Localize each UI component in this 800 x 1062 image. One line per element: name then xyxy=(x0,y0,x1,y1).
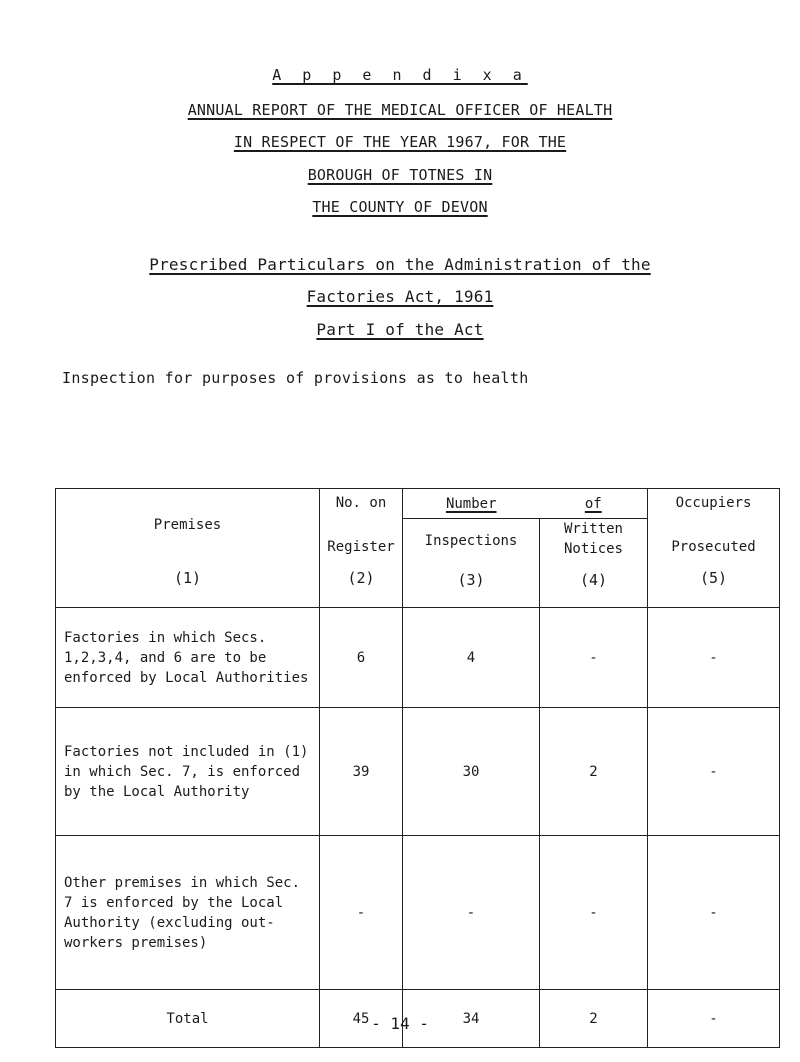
notices-column-number: (4) xyxy=(579,571,608,589)
premises-cell: Factories not included in (1) in which Sec. 7, is enforced by the Local Authority xyxy=(64,743,309,800)
inspections-cell: 30 xyxy=(403,708,540,836)
register-header-top: No. on xyxy=(335,495,387,511)
inspection-table xyxy=(55,488,780,1048)
inspections-cell: 4 xyxy=(403,608,540,708)
register-header-bottom: Register xyxy=(327,539,395,555)
report-title-line-3: BOROUGH OF TOTNES IN xyxy=(307,166,493,184)
inspections-cell: - xyxy=(403,836,540,990)
prescribed-particulars-line-1: Prescribed Particulars on the Administration of the xyxy=(149,255,651,274)
table-header-row-top xyxy=(56,489,780,519)
occupiers-column-number: (5) xyxy=(699,569,728,587)
notices-cell: - xyxy=(540,608,648,708)
inspections-header xyxy=(403,519,540,608)
register-cell: 39 xyxy=(320,708,403,836)
section-intro: Inspection for purposes of provisions as to health xyxy=(62,369,529,387)
prescribed-particulars-line-2: Factories Act, 1961 xyxy=(306,287,494,306)
premises-cell: Other premises in which Sec. 7 is enforced by the Local Authority (excluding out-workers premises) xyxy=(64,874,301,951)
register-column-number: (2) xyxy=(347,569,375,587)
total-inspections: 34 xyxy=(403,990,540,1048)
of-header xyxy=(540,489,648,519)
total-prosecuted: - xyxy=(648,990,780,1048)
total-register: 45 xyxy=(320,990,403,1048)
appendix-heading: A p p e n d i x a xyxy=(272,66,528,84)
prosecuted-cell: - xyxy=(648,608,780,708)
register-cell: - xyxy=(320,836,403,990)
inspections-column-number: (3) xyxy=(457,571,485,589)
table-row xyxy=(56,608,780,708)
premises-header xyxy=(56,489,320,608)
total-label: Total xyxy=(56,990,320,1048)
notices-cell: 2 xyxy=(540,708,648,836)
total-notices: 2 xyxy=(540,990,648,1048)
premises-cell: Factories in which Secs. 1,2,3,4, and 6 are to be enforced by Local Authorities xyxy=(64,629,309,686)
notices-header-top: Written xyxy=(563,521,623,537)
premises-column-number: (1) xyxy=(173,569,202,587)
register-header xyxy=(320,489,403,608)
occupiers-header xyxy=(648,489,780,608)
notices-header xyxy=(540,519,648,608)
notices-header-bottom: Notices xyxy=(563,541,623,557)
page-number: - 14 - xyxy=(371,1014,429,1033)
notices-cell: - xyxy=(540,836,648,990)
prosecuted-cell: - xyxy=(648,708,780,836)
table-row xyxy=(56,836,780,990)
report-title-line-2: IN RESPECT OF THE YEAR 1967, FOR THE xyxy=(233,133,567,151)
of-header-label: of xyxy=(584,495,602,512)
report-title-line-4: THE COUNTY OF DEVON xyxy=(312,198,488,216)
report-title-line-1: ANNUAL REPORT OF THE MEDICAL OFFICER OF HEALTH xyxy=(187,101,613,119)
occupiers-header-top: Occupiers xyxy=(675,495,752,511)
table-row xyxy=(56,708,780,836)
prescribed-particulars-line-3: Part I of the Act xyxy=(316,320,484,339)
inspections-header-label: Inspections xyxy=(424,533,518,549)
premises-header-label: Premises xyxy=(153,517,222,533)
occupiers-header-bottom: Prosecuted xyxy=(671,539,756,555)
number-header-label: Number xyxy=(445,495,497,512)
number-header xyxy=(403,489,540,519)
prosecuted-cell: - xyxy=(648,836,780,990)
register-cell: 6 xyxy=(320,608,403,708)
